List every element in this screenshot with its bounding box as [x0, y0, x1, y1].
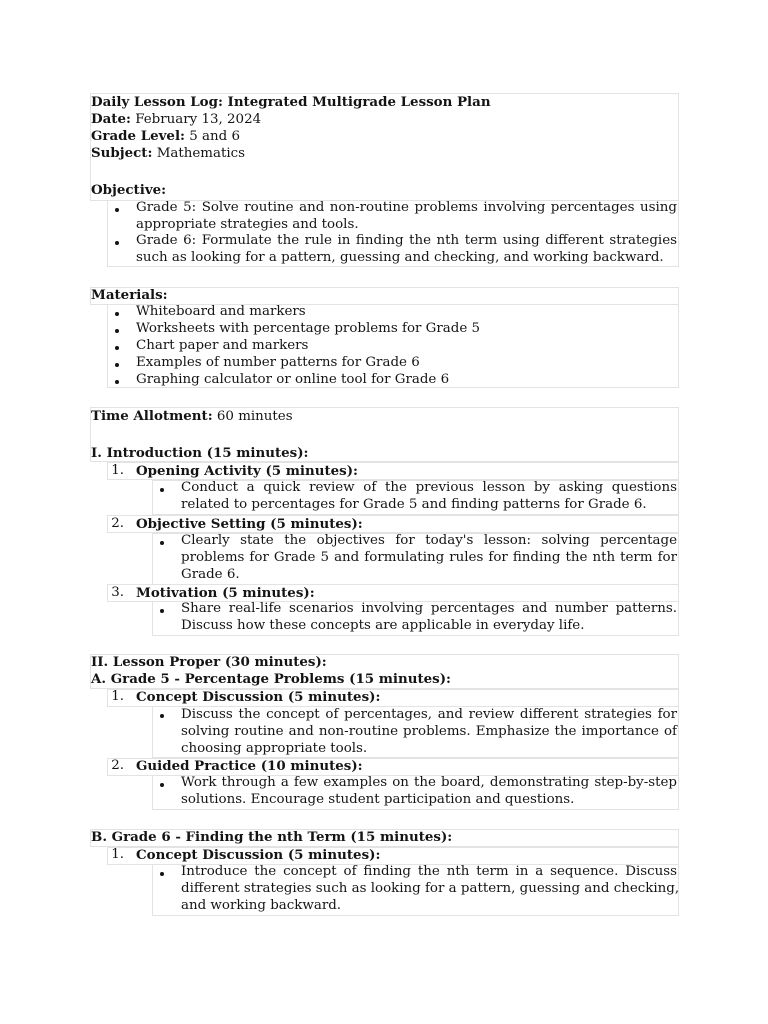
- document-title: Daily Lesson Log: Integrated Multigrade Lesson Plan: [91, 94, 491, 110]
- step-number: 1.: [111, 847, 124, 862]
- step-detail-line: Work through a few examples on the board, demonstrating step-by-step: [181, 775, 677, 790]
- guided-practice-title: Guided Practice (10 minutes):: [136, 758, 363, 774]
- introduction-heading: I. Introduction (15 minutes):: [91, 445, 309, 461]
- materials-item: Whiteboard and markers: [136, 304, 306, 319]
- time-allotment-line: Time Allotment: 60 minutes: [91, 408, 293, 424]
- step-number: 1.: [111, 463, 124, 478]
- grade-5-section-heading: A. Grade 5 - Percentage Problems (15 minutes):: [91, 671, 451, 687]
- lesson-proper-heading: II. Lesson Proper (30 minutes):: [91, 654, 327, 670]
- opening-activity-title: Opening Activity (5 minutes):: [136, 463, 359, 479]
- step-detail-line: Conduct a quick review of the previous lesson by asking questions: [181, 480, 677, 495]
- bullet-icon: [115, 312, 119, 316]
- objective-item-1-line-1: Grade 5: Solve routine and non-routine problems involving percentages using: [136, 200, 677, 215]
- step-detail-line: solutions. Encourage student participation and questions.: [181, 792, 575, 807]
- step-detail-line: Introduce the concept of finding the nth term in a sequence. Discuss: [181, 864, 677, 879]
- step-detail-line: choosing appropriate tools.: [181, 741, 368, 756]
- step-detail-line: solving routine and non-routine problems. Emphasize the importance of: [181, 724, 677, 739]
- step-detail-line: Discuss how these concepts are applicable in everyday life.: [181, 618, 585, 633]
- step-detail-line: problems for Grade 5 and formulating rules for finding the nth term for: [181, 550, 677, 565]
- step-detail-line: Clearly state the objectives for today's lesson: solving percentage: [181, 533, 677, 548]
- bullet-icon: [160, 714, 164, 718]
- step-detail-line: and working backward.: [181, 898, 342, 913]
- objective-heading: Objective:: [91, 182, 167, 198]
- bullet-icon: [160, 872, 164, 876]
- bullet-icon: [115, 363, 119, 367]
- step-number: 3.: [111, 585, 124, 600]
- bullet-icon: [115, 380, 119, 384]
- subject-line: Subject: Mathematics: [91, 145, 246, 161]
- step-detail-line: related to percentages for Grade 5 and finding patterns for Grade 6.: [181, 497, 647, 512]
- materials-heading-box: [90, 287, 679, 305]
- step-number: 2.: [111, 758, 124, 773]
- bullet-icon: [160, 783, 164, 787]
- bullet-icon: [160, 609, 164, 613]
- date-line: Date: February 13, 2024: [91, 111, 262, 127]
- materials-item: Chart paper and markers: [136, 338, 309, 353]
- materials-heading: Materials:: [91, 287, 168, 303]
- bullet-icon: [115, 208, 119, 212]
- step-number: 1.: [111, 689, 124, 704]
- materials-item: Examples of number patterns for Grade 6: [136, 355, 420, 370]
- objective-item-2-line-1: Grade 6: Formulate the rule in finding the nth term using different strategies: [136, 233, 677, 248]
- materials-item: Graphing calculator or online tool for Grade 6: [136, 372, 450, 387]
- step-detail-line: Discuss the concept of percentages, and review different strategies for: [181, 707, 677, 722]
- step-detail-line: Share real-life scenarios involving percentages and number patterns.: [181, 601, 677, 616]
- bullet-icon: [115, 346, 119, 350]
- step-number: 2.: [111, 516, 124, 531]
- grade-6-section-heading: B. Grade 6 - Finding the nth Term (15 minutes):: [91, 829, 453, 845]
- bullet-icon: [115, 241, 119, 245]
- concept-discussion-title: Concept Discussion (5 minutes):: [136, 847, 381, 863]
- materials-item: Worksheets with percentage problems for Grade 5: [136, 321, 481, 336]
- bullet-icon: [160, 541, 164, 545]
- bullet-icon: [115, 329, 119, 333]
- objective-setting-title: Objective Setting (5 minutes):: [136, 516, 363, 532]
- objective-item-1-line-2: appropriate strategies and tools.: [136, 217, 359, 232]
- objective-item-2-line-2: such as looking for a pattern, guessing and checking, and working backward.: [136, 250, 664, 265]
- step-detail-line: different strategies such as looking for a pattern, guessing and checking,: [181, 881, 680, 896]
- grade-level-line: Grade Level: 5 and 6: [91, 128, 240, 144]
- motivation-title: Motivation (5 minutes):: [136, 585, 315, 601]
- step-detail-line: Grade 6.: [181, 567, 240, 582]
- concept-discussion-title: Concept Discussion (5 minutes):: [136, 689, 381, 705]
- bullet-icon: [160, 488, 164, 492]
